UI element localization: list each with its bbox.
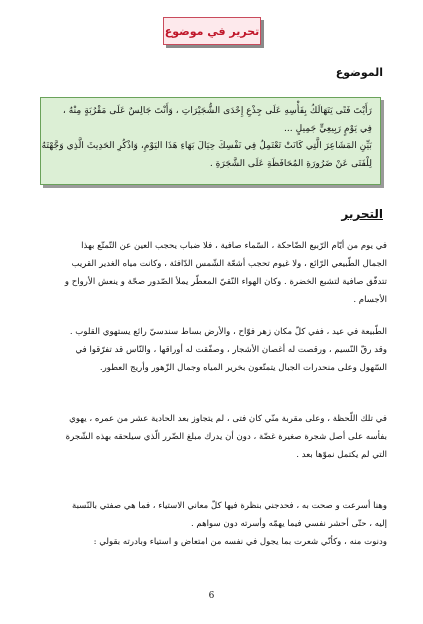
paragraph-2	[40, 323, 387, 377]
paragraph-line: الأجسام .	[353, 295, 387, 305]
paragraph-line: تتدفّق صافية لتشبع الخضرة . وكان الهواء النّقيّ المعطّر يملأ الصّدور صحّة و ينعش الأرواح و	[64, 277, 387, 287]
paragraph-line: الجمال الطّبيعي الرّائع ، ولا غيوم تحجب أشعّة الشّمس الدّافئة ، وكانت مياه الغدير القريب	[71, 259, 387, 269]
paragraph-line: ودنوت منه ، وكأنّي شعرت بما يجول في نفسه من امتعاض و استياء وبادرته بقولي :	[93, 537, 387, 547]
paragraph-line: في يوم من أيّام الرّبيع الضّاحكة ، السّماء صافية ، فلا ضباب يحجب العين عن التّمتّع بهذا	[81, 241, 387, 251]
paragraph-line: وقد رقّ النّسيم ، ورقصت له أغصان الأشجار ، وصفّقت له أوراقها ، والنّاس قد تفرّقوا في	[75, 345, 387, 355]
paragraph-line: التي لم يكتمل نموّها بعد .	[296, 450, 387, 460]
page-title: تحرير في موضوع	[164, 24, 260, 38]
paragraph-line: السّهول وعلى منحدرات الجبال يتمتّعون بخرير المياه وجمال الزّهور وأريج العطور.	[99, 363, 387, 373]
paragraph-4	[40, 497, 387, 551]
topic-line: بَيِّنِ المَشَاعِرَ الَّتِي كَانَتْ تَعْتَمِلُ فِي نَفْسِكَ حِيَالَ بَهَاءِ هَذَا اليَوْمِ، وَاذْكُرِ الحَدِيثَ الَّذِي وَجَّهْتَهُ	[41, 140, 372, 151]
edit-heading: التحرير	[341, 207, 383, 221]
paragraph-line: إليه ، حتّى أحشر نفسي فيما يهمّه وأسرته دون سواهم .	[190, 519, 387, 529]
topic-line: رَأَيْتَ فَتًى يَتَهَالَكُ بِفَأْسِهِ عَلَى جِذْعِ إِحْدَى الشُّجَيْرَاتِ ، وَأَنْتَ جَالِسٌ عَلَى مَقْرُبَةٍ مِنْهُ ،	[62, 105, 372, 116]
topic-heading: الموضوع	[335, 66, 383, 79]
title-box	[163, 17, 261, 45]
paragraph-line: الطّبيعة في عيد ، ففي كلّ مكان زهر فوّاح ، والأرض بساط سندسيّ رائع يستهوي القلوب .	[69, 327, 387, 337]
topic-line: فِي يَوْمٍ رَبِيعِيٍّ جَمِيلٍ ...	[283, 122, 372, 134]
topic-line: لِلْفَتَى عَنْ ضَرُورَةِ المُحَافَظَةِ عَلَى الشَّجَرَةِ .	[209, 157, 372, 169]
paragraph-line: وهنا أسرعت و صحت به ، فحدجني بنظرة فيها كلّ معاني الاستياء ، فما هي صفتي بالنّسبة	[71, 501, 387, 511]
paragraph-1	[40, 237, 387, 309]
paragraph-3	[40, 410, 387, 464]
page-number: 6	[208, 591, 215, 601]
paragraph-line: في تلك اللّحظة ، وعلى مقربة منّي كان فتى ، لم يتجاوز بعد الحادية عشر من عمره ، يهوي	[69, 414, 387, 424]
topic-box	[40, 97, 381, 185]
paragraph-line: بفأسه على أصل شجرة صغيرة غضّة ، دون أن يدرك مبلغ الضّرر الّذي سيلحقه بهذه الشّجرة	[65, 432, 387, 442]
